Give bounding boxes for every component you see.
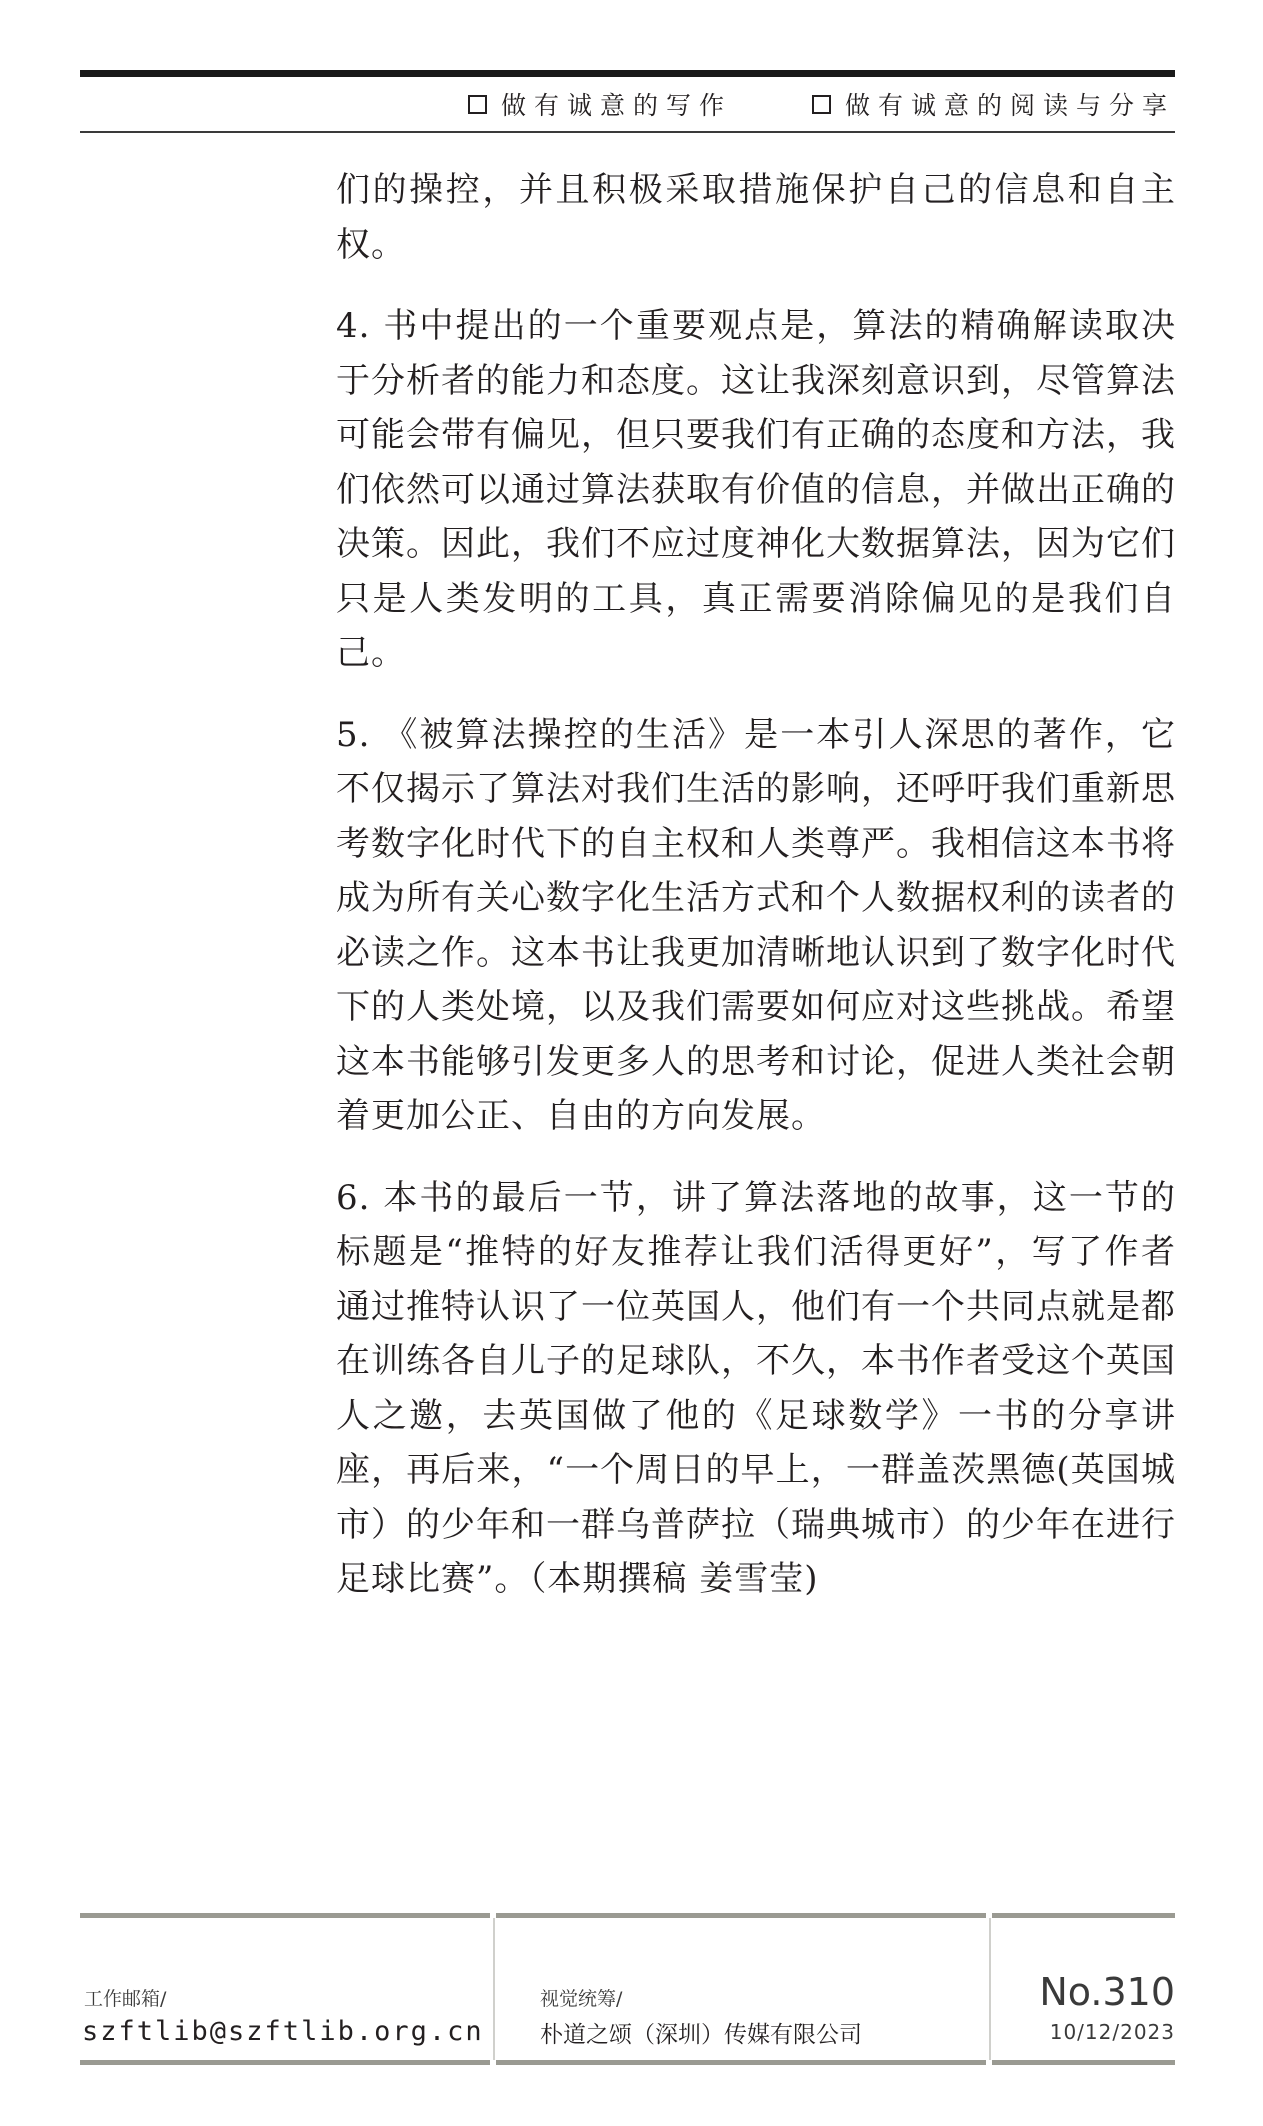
issue-number: No.310 [1039, 1970, 1175, 2014]
square-outline-icon [812, 95, 831, 114]
header-rule [80, 131, 1175, 133]
footer-rule-top-1 [80, 1913, 490, 1918]
header-tag-writing [468, 86, 732, 122]
header-tag-writing-label: 做有诚意的写作 [500, 91, 732, 120]
design-company: 朴道之颂（深圳）传媒有限公司 [540, 2022, 862, 2048]
issue-date: 10/12/2023 [1049, 2020, 1175, 2044]
paragraph-point-4: 4. 书中提出的一个重要观点是，算法的精确解读取决于分析者的能力和态度。这让我深刻意识到，尽管算法可能会带有偏见，但只要我们有正确的态度和方法，我们依然可以通过算法获取有价值的信息，并做出正确的决策。因此，我们不应过度神化大数据算法，因为它们只是人类发明的工具，真正需要消除偏见的是我们自己。 [336, 306, 1176, 673]
footer-rule-bottom-1 [80, 2060, 490, 2065]
email-label: 工作邮箱/ [84, 1988, 167, 2010]
page-header [468, 86, 1175, 122]
footer-rule-bottom-3 [992, 2060, 1175, 2065]
paragraph-continuation: 们的操控，并且积极采取措施保护自己的信息和自主权。 [336, 170, 1176, 265]
footer-divider-1 [493, 1918, 495, 2060]
paragraph-point-6: 6. 本书的最后一节，讲了算法落地的故事，这一节的标题是“推特的好友推荐让我们活得更好”，写了作者通过推特认识了一位英国人，他们有一个共同点就是都在训练各自儿子的足球队，不久，本书作者受这个英国人之邀，去英国做了他的《足球数学》一书的分享讲座，再后来，“一个周日的早上，一群盖茨黑德(英国城市）的少年和一群乌普萨拉（瑞典城市）的少年在进行足球比赛”。（本期撰稿 姜雪莹) [336, 1177, 1176, 1599]
email-link[interactable]: szftlib@szftlib.org.cn [82, 2016, 484, 2047]
design-label: 视觉统筹/ [540, 1988, 623, 2010]
footer-rule-top-2 [496, 1913, 986, 1918]
square-outline-icon [468, 95, 487, 114]
footer-rule-top-3 [992, 1913, 1175, 1918]
footer-divider-2 [989, 1918, 991, 2060]
header-tag-reading-label: 做有诚意的阅读与分享 [844, 91, 1175, 120]
top-rule [80, 70, 1175, 77]
footer-rule-bottom-2 [496, 2060, 986, 2065]
paragraph-point-5: 5. 《被算法操控的生活》是一本引人深思的著作，它不仅揭示了算法对我们生活的影响，还呼吁我们重新思考数字化时代下的自主权和人类尊严。我相信这本书将成为所有关心数字化生活方式和个人数据权利的读者的必读之作。这本书让我更加清晰地认识到了数字化时代下的人类处境，以及我们需要如何应对这些挑战。希望这本书能够引发更多人的思考和讨论，促进人类社会朝着更加公正、自由的方向发展。 [336, 714, 1176, 1136]
article-body [336, 163, 1176, 1634]
header-tag-reading [812, 86, 1175, 122]
